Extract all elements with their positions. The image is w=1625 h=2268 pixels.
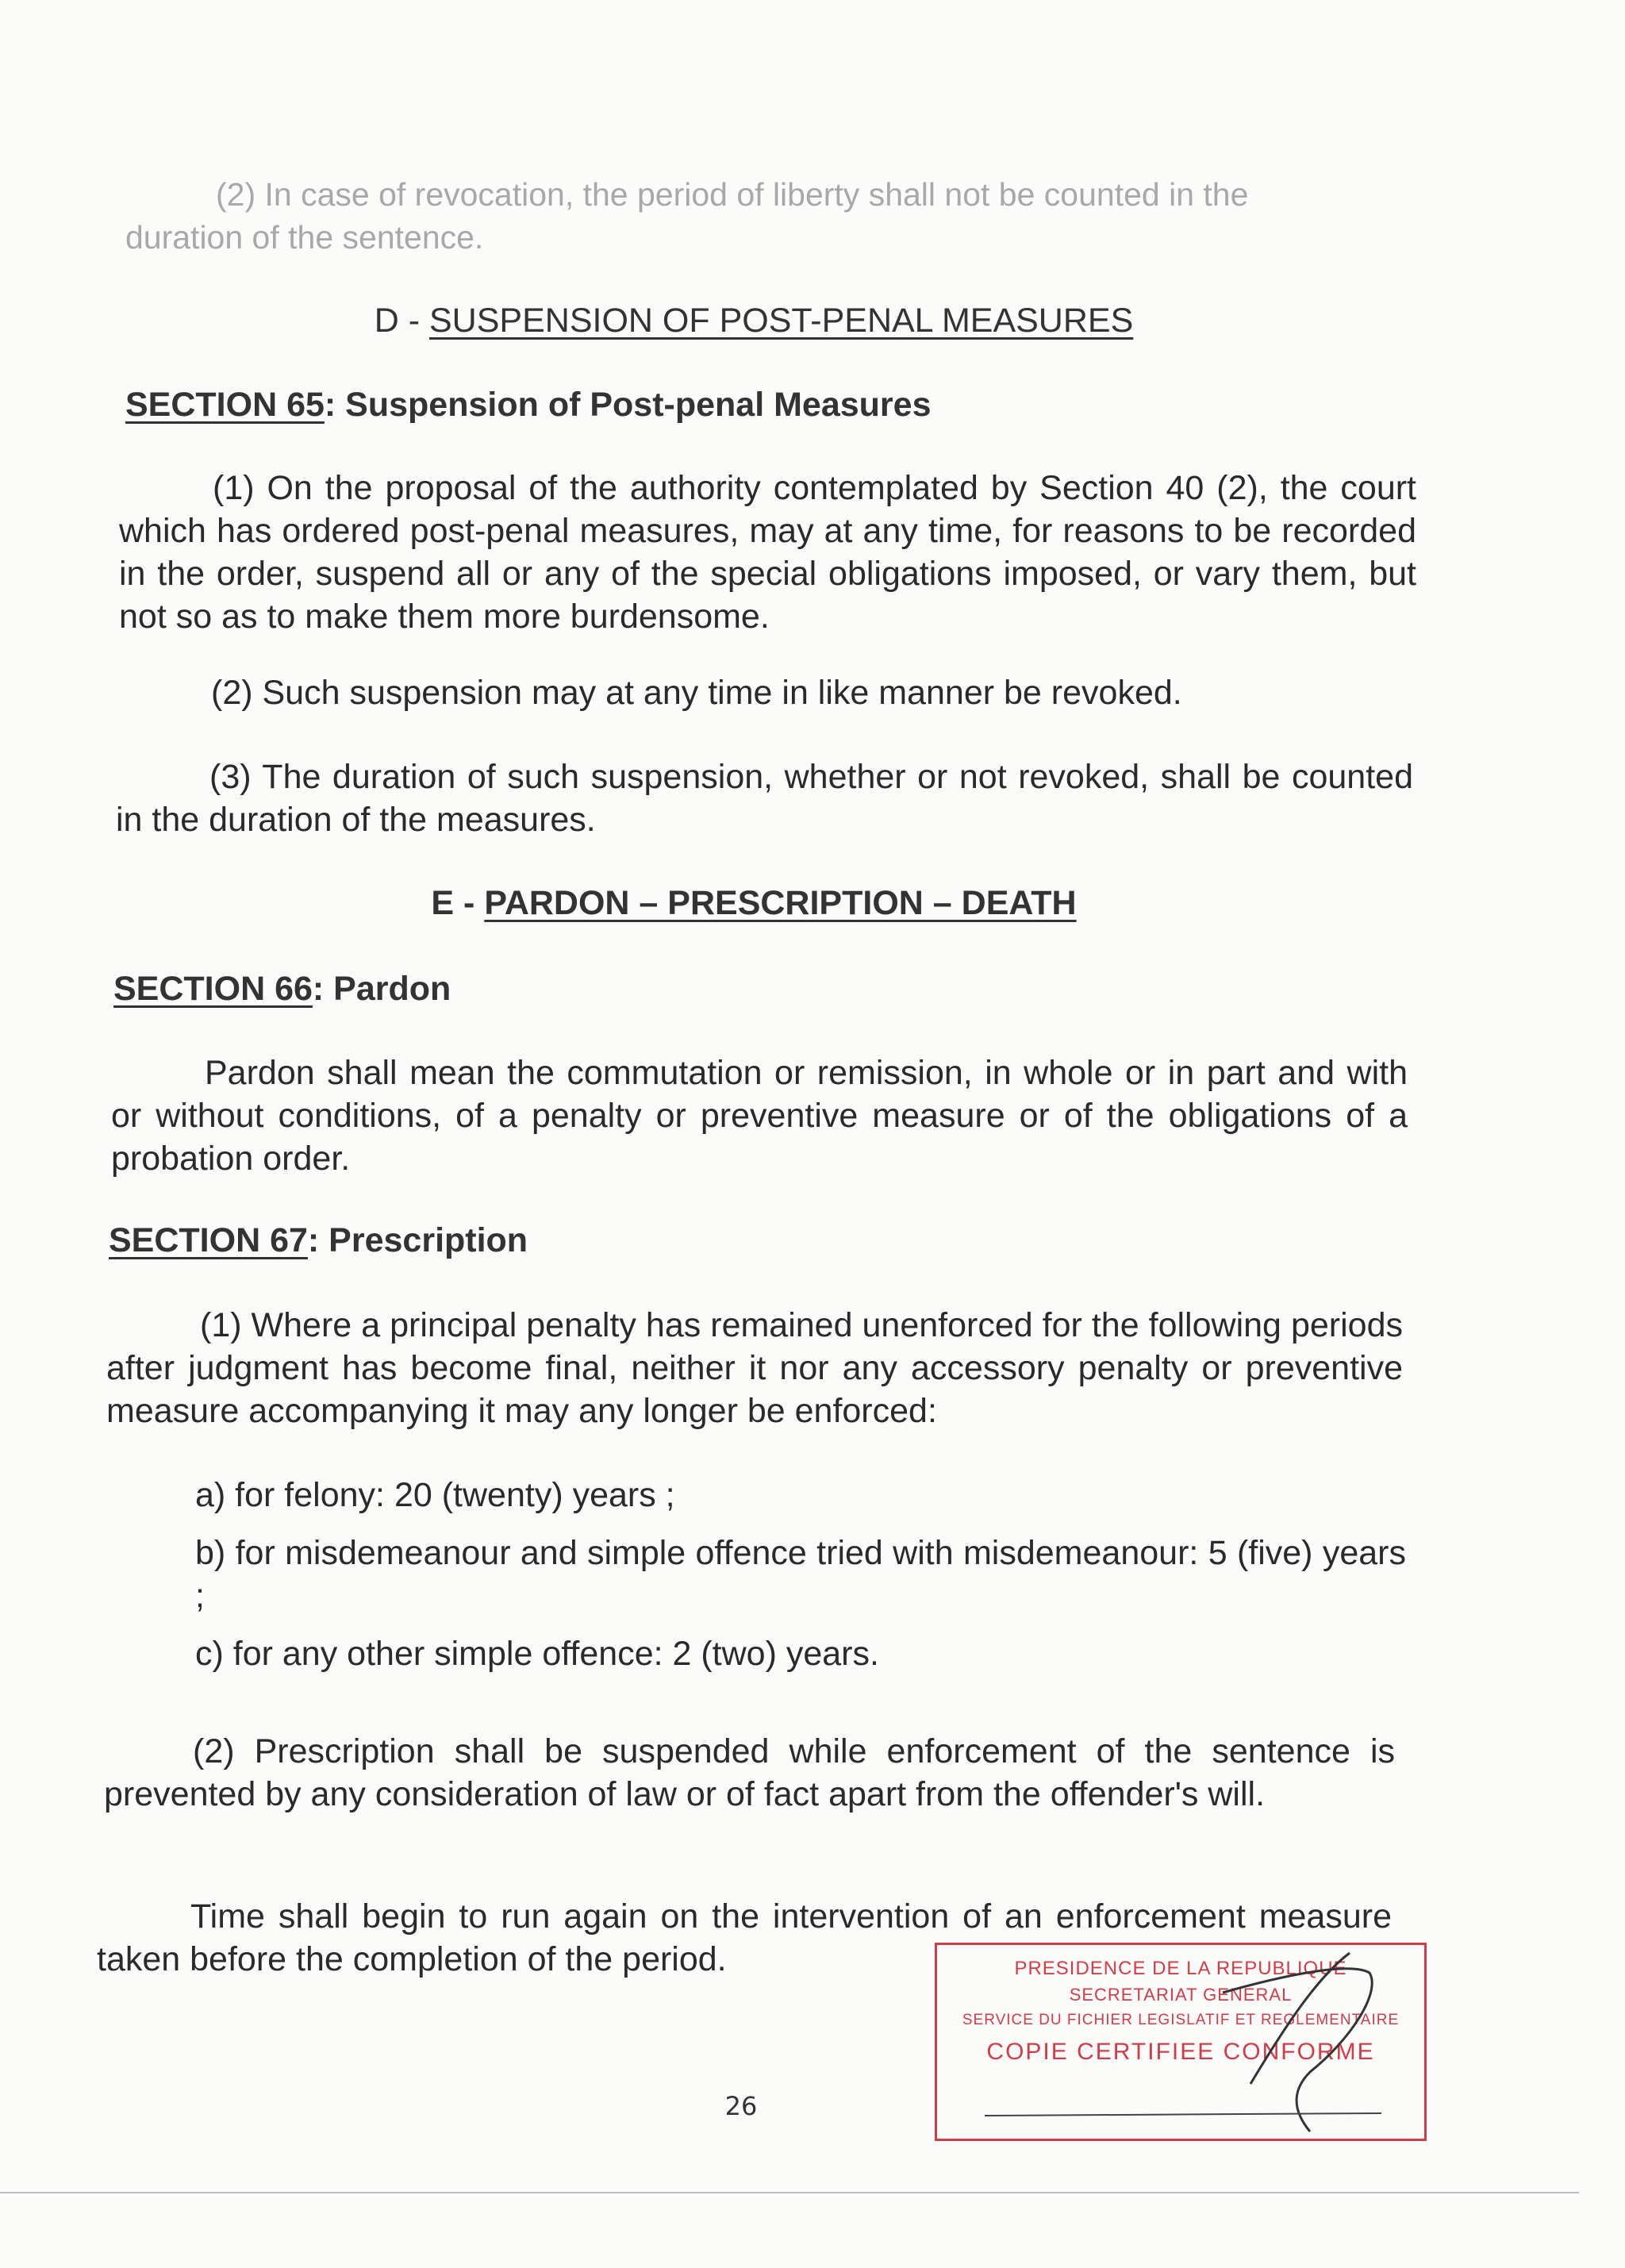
heading-e-title: PARDON – PRESCRIPTION – DEATH [484, 884, 1077, 922]
section-67-item-c: c) for any other simple offence: 2 (two) years. [195, 1635, 879, 1673]
heading-d-prefix: D - [374, 302, 429, 340]
section-66-label: SECTION 66 [113, 970, 313, 1008]
section-67-paragraph-1: (1) Where a principal penalty has remained unenforced for the following periods after judgment has become final, neither it nor any accessory penalty or preventive measure accompanying it may any longer be enforced: [106, 1306, 1403, 1430]
section-67-label: SECTION 67 [109, 1221, 308, 1259]
section-67-item-a: a) for felony: 20 (twenty) years ; [195, 1476, 675, 1514]
section-67-item-b: b) for misdemeanour and simple offence tried with misdemeanour: 5 (five) years ; [195, 1534, 1406, 1615]
heading-d [119, 299, 1389, 342]
section-65-paragraph-1: (1) On the proposal of the authority contemplated by Section 40 (2), the court which has ordered post-penal measures, may at any time, for reasons to be recorded in the order, suspend all or any of the special obligations imposed, or vary them, but not so as to make them more burdensome. [119, 469, 1416, 636]
section-65-paragraph-3: (3) The duration of such suspension, whether or not revoked, shall be counted in the duration of the measures. [116, 758, 1413, 839]
heading-e [119, 882, 1389, 924]
section-67-paragraph-2: (2) Prescription shall be suspended while enforcement of the sentence is prevented by any consideration of law or of fact apart from the offender's will. [104, 1732, 1395, 1813]
top-fragment-line2: duration of the sentence. [125, 219, 484, 256]
section-65-paragraph-2: (2) Such suspension may at any time in like manner be revoked. [211, 674, 1182, 712]
page-number: 26 [724, 2091, 758, 2121]
top-fragment-line1: (2) In case of revocation, the period of liberty shall not be counted in the [216, 176, 1249, 213]
stamp-line-1: PRESIDENCE DE LA REPUBLIQUE [1014, 1958, 1347, 1979]
heading-e-prefix: E - [431, 884, 485, 922]
stamp-line-3: SERVICE DU FICHIER LEGISLATIF ET REGLEMENTAIRE [962, 2012, 1400, 2028]
stamp-line-2: SECRETARIAT GENERAL [1069, 1985, 1293, 2005]
section-67-title: : Prescription [307, 1221, 528, 1259]
section-66-title: : Pardon [312, 970, 451, 1008]
section-66-heading [113, 967, 451, 1010]
section-65-heading [125, 383, 932, 426]
heading-d-title: SUSPENSION OF POST-PENAL MEASURES [429, 302, 1134, 340]
section-66-paragraph-1: Pardon shall mean the commutation or remission, in whole or in part and with or without conditions, of a penalty or preventive measure or of the obligations of a probation order. [111, 1054, 1408, 1178]
section-67-heading [109, 1219, 528, 1262]
stamp-line-4: COPIE CERTIFIEE CONFORME [986, 2039, 1375, 2065]
footer-rule [0, 2192, 1579, 2193]
section-65-title: : Suspension of Post-penal Measures [324, 386, 932, 424]
section-65-label: SECTION 65 [125, 386, 325, 424]
section-67-paragraph-3: Time shall begin to run again on the intervention of an enforcement measure taken before the completion of the period. [97, 1897, 1392, 1978]
